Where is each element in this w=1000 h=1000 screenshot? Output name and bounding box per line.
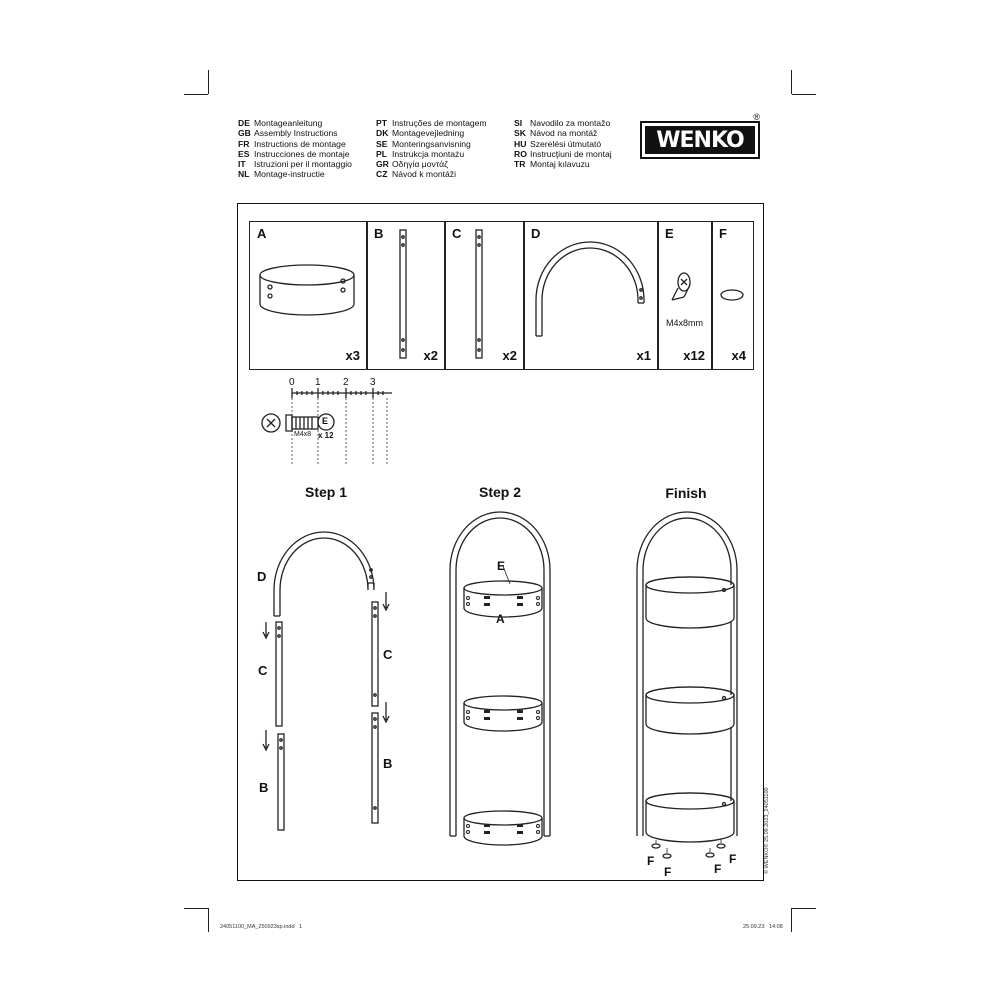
part-a-drawing <box>260 265 354 315</box>
lang-code: DK <box>376 128 389 139</box>
lang-code: CZ <box>376 169 388 180</box>
lang-text: Assembly Instructions <box>254 128 338 139</box>
ruler-drawing <box>262 388 392 465</box>
part-quantity: x12 <box>683 348 705 363</box>
part-label: B <box>374 226 384 241</box>
part-label: C <box>452 226 462 241</box>
logo-text: WENKO <box>656 127 744 153</box>
lang-text: Návod k montáži <box>392 169 457 180</box>
part-quantity: x4 <box>731 348 746 363</box>
ruler-tick-label: 0 <box>289 377 295 388</box>
callout-f: F <box>647 854 655 868</box>
registered-mark: ® <box>753 112 760 122</box>
callout-d: D <box>257 569 267 584</box>
part-quantity: x1 <box>636 348 651 363</box>
callout-f: F <box>714 862 722 876</box>
screw-spec: M4x8mm <box>666 318 704 328</box>
lang-code: SK <box>514 128 526 139</box>
lang-text: Οδηγία μοντάζ <box>392 159 448 170</box>
part-f-pad-drawing <box>721 290 743 300</box>
part-quantity: x2 <box>423 348 438 363</box>
callout-c-right: C <box>383 647 393 662</box>
lang-code: FR <box>238 138 250 149</box>
lang-code: SE <box>376 138 388 149</box>
lang-text: Montageanleitung <box>254 118 323 128</box>
part-label: F <box>719 226 727 241</box>
part-quantity: x3 <box>345 348 360 363</box>
ruler-tick-label: 2 <box>343 377 349 388</box>
finish-drawing <box>637 512 737 858</box>
lang-text: Instructions de montage <box>254 138 346 149</box>
part-c-drawing <box>476 230 482 358</box>
lang-code: RO <box>514 148 527 159</box>
callout-c-left: C <box>258 663 268 678</box>
lang-text: Instrucciones de montaje <box>254 148 350 159</box>
ruler-tick-label: 1 <box>315 377 321 388</box>
ruler-quantity: x 12 <box>318 431 334 440</box>
part-b-drawing <box>400 230 406 358</box>
finish-heading: Finish <box>665 485 707 501</box>
lang-code: NL <box>238 169 250 180</box>
lang-code: IT <box>238 159 246 170</box>
step-2-drawing <box>450 512 550 845</box>
lang-text: Istruzioni per il montaggio <box>254 159 352 170</box>
callout-a: A <box>496 612 505 626</box>
callout-e: E <box>497 559 506 573</box>
lang-text: Instrukcja montażu <box>392 148 465 159</box>
lang-text: Návod na montáž <box>530 128 598 139</box>
lang-code: PL <box>376 148 387 159</box>
lang-code: PT <box>376 118 387 128</box>
lang-text: Instrucţiuni de montaj <box>530 148 612 159</box>
callout-b-left: B <box>259 780 269 795</box>
part-label: E <box>665 226 674 241</box>
step-2-heading: Step 2 <box>478 484 521 500</box>
lang-text: Instruções de montagem <box>392 118 487 128</box>
lang-code: DE <box>238 118 250 128</box>
step-1-heading: Step 1 <box>304 484 347 500</box>
footer-timestamp: 25.09.23 14:08 <box>743 924 783 930</box>
part-label: A <box>257 226 267 241</box>
callout-b-right: B <box>383 756 393 771</box>
side-copyright: © WENKO® 25.09.2023_24051100 <box>764 787 770 874</box>
lang-code: ES <box>238 148 250 159</box>
ruler-tick-label: 3 <box>370 377 376 388</box>
lang-text: Montage-instructie <box>254 169 325 180</box>
lang-code: HU <box>514 138 527 149</box>
lang-text: Montaj kılavuzu <box>530 159 590 170</box>
callout-f: F <box>729 852 737 866</box>
lang-code: TR <box>514 159 526 170</box>
ruler-part-label: E <box>322 416 329 426</box>
footer-file-name: 24051100_MA_250923sp.indd 1 <box>220 924 303 930</box>
lang-text: Szerelési útmutató <box>530 138 602 149</box>
lang-code: GB <box>238 128 251 139</box>
lang-text: Monteringsanvisning <box>392 138 471 149</box>
callout-f: F <box>664 865 672 879</box>
lang-text: Navodilo za montažo <box>530 118 611 128</box>
part-quantity: x2 <box>502 348 517 363</box>
part-label: D <box>531 226 541 241</box>
part-e-screw-drawing <box>672 273 690 300</box>
lang-text: Montagevejledning <box>392 128 465 139</box>
part-d-drawing <box>536 242 644 336</box>
lang-code: GR <box>376 159 389 170</box>
step-1-drawing <box>263 532 389 830</box>
ruler-screw-spec: M4x8 <box>294 431 312 438</box>
lang-code: SI <box>514 118 523 128</box>
